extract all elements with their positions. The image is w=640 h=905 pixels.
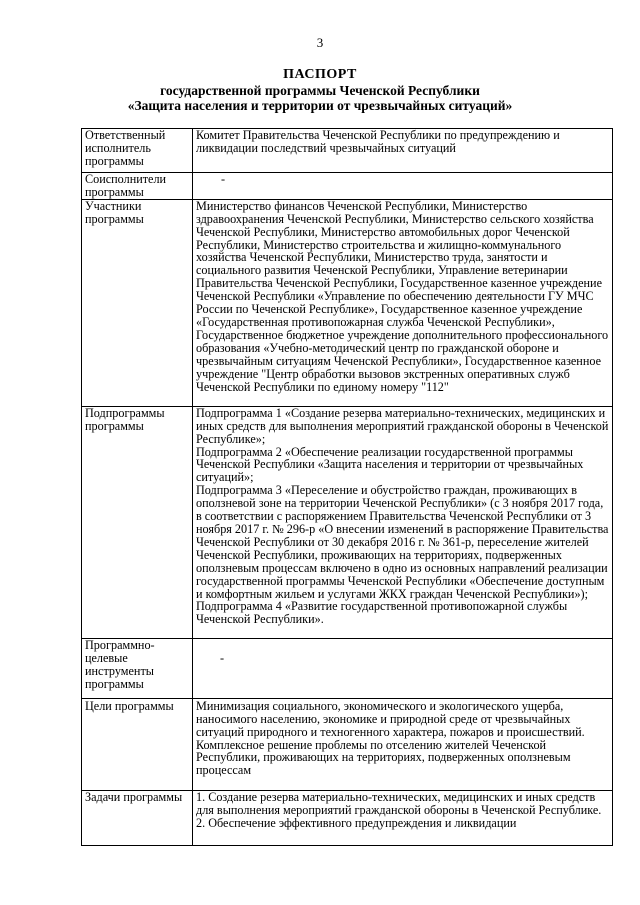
label-cell: Участники программы: [82, 199, 193, 406]
label-cell: Задачи программы: [82, 790, 193, 845]
label-cell: Подпрограммы программы: [82, 406, 193, 638]
task-1: 1. Создание резерва материально-технических, медицинских и иных средств для выполнения мероприятий гражданской обороны в Чеченской Республике.: [196, 789, 602, 817]
value-cell: [193, 406, 613, 638]
table-row-participants: [82, 199, 613, 406]
value-text: Комитет Правительства Чеченской Республики по предупреждению и ликвидации последствий чрезвычайных ситуаций: [196, 128, 560, 155]
value-dash: -: [221, 172, 226, 186]
document-title: [0, 66, 640, 113]
subprogram-3: Подпрограмма 3 «Переселение и обустройство граждан, проживающих в оползневой зоне на территории Чеченской Республики» (с 3 ноября 2017 года, в соответствии с распоряжением Правительства Чеченской Республики от 3 ноября 2017 г. № 296-р «О внесении изменений в распоряжение Правительства Чеченской Республики от 30 декабря 2016 г. № 361-р, переселение жителей Чеченской Республики, проживающих на территориях, подверженных оползневым процессам включено в одно из основных направлений реализации государственной программы Чеченской Республики «Обеспечение доступным и комфортным жильем и услугами ЖКХ граждан Чеченской Республики»);: [196, 483, 609, 601]
goal-1: Минимизация социального, экономического и экологического ущерба, наносимого населению, экономике и природной среде от чрезвычайных ситуаций природного и техногенного характера, пожаров и происшествий.: [196, 698, 585, 739]
title-line-1: ПАСПОРТ: [283, 67, 357, 82]
label-cell: Программно-целевые инструменты программы: [82, 638, 193, 698]
goal-2: Комплексное решение проблемы по отселению жителей Чеченской Республики, проживающих на территориях, подверженных оползневым процессам: [196, 737, 571, 778]
table-row-subprograms: [82, 406, 613, 638]
subprogram-4: Подпрограмма 4 «Развитие государственной противопожарной службы Чеченской Республики».: [196, 599, 568, 627]
value-cell: [193, 638, 613, 698]
value-cell: [193, 790, 613, 845]
label-cell: Ответственный исполнитель программы: [82, 129, 193, 173]
value-text: Министерство финансов Чеченской Республики, Министерство здравоохранения Чеченской Республики, Министерство сельского хозяйства Чеченской Республики, Министерство автомобильных дорог Чеченской Республики, Министерство строительства и жилищно-коммунального хозяйства Чеченской Республики, Министерство труда, занятости и социального развития Чеченской Республики, Управление ветеринарии Правительства Чеченской Республики, Государственное казенное учреждение Чеченской Республики «Управление по обеспечению деятельности ГУ МЧС России по Чеченской Республике», Государственное казенное учреждение «Государственная противопожарная служба Чеченской Республики», Государственное бюджетное учреждение дополнительного профессионального образования «Учебно-методический центр по гражданской обороне и чрезвычайным ситуациям Чеченской Республики», Государственное казенное учреждение "Центр обработки вызовов экстренных оперативных служб Чеченской Республики по единому номеру "112": [196, 198, 609, 394]
value-cell: [193, 698, 613, 790]
title-line-2: государственной программы Чеченской Республики: [160, 83, 480, 98]
page-number: 3: [316, 35, 324, 50]
passport-table: [81, 128, 613, 846]
table-row-coexecutors: [82, 173, 613, 200]
table-row-instruments: [82, 638, 613, 698]
label-cell: Цели программы: [82, 698, 193, 790]
value-cell: [193, 173, 613, 200]
title-line-3: «Защита населения и территории от чрезвычайных ситуаций»: [127, 98, 513, 113]
label-cell: Соисполнители программы: [82, 173, 193, 200]
table-row-goals: [82, 698, 613, 790]
subprogram-1: Подпрограмма 1 «Создание резерва материально-технических, медицинских и иных средств для выполнения мероприятий гражданской обороны в Чеченской Республике»;: [196, 405, 609, 446]
table-row-responsible: [82, 129, 613, 173]
table-row-tasks: [82, 790, 613, 845]
value-cell: [193, 199, 613, 406]
task-2: 2. Обеспечение эффективного предупреждения и ликвидации: [196, 815, 517, 830]
subprogram-2: Подпрограмма 2 «Обеспечение реализации государственной программы Чеченской Республики «Защита населения и территории от чрезвычайных ситуаций»;: [196, 444, 584, 485]
value-cell: [193, 129, 613, 173]
value-dash: -: [220, 650, 225, 665]
